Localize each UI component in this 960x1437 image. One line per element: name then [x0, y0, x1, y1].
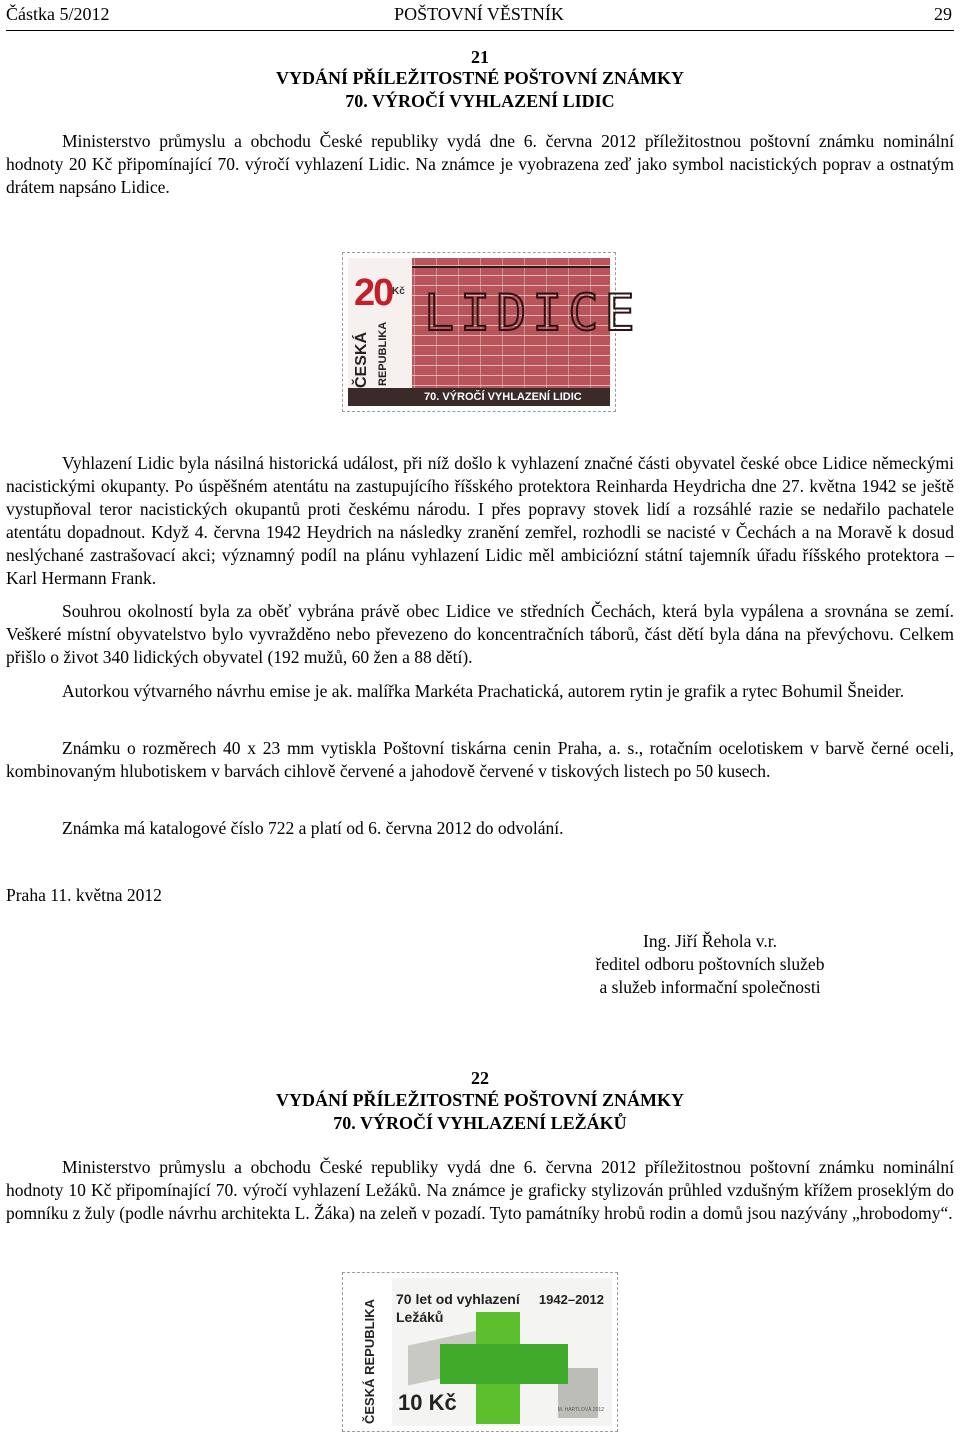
section1-paragraph-5-text: Známka má katalogové číslo 722 a platí od 6. června 2012 do odvolání.	[62, 818, 564, 838]
stamp-currency: Kč	[392, 286, 405, 297]
stamp-lidice-word: LIDICE	[424, 284, 641, 342]
signature-role-2: a služeb informační společnosti	[599, 977, 821, 997]
stamp-lidice	[342, 252, 641, 412]
section1-paragraph-4-text: Známku o rozměrech 40 x 23 mm vytiskla Poštovní tiskárna cenin Praha, a. s., rotačním ocelotiskem v barvě černé oceli, kombinovaným hlubotiskem v barvách cihlově červené a jahodově červené v tiskových listech po 50 kusech.	[6, 738, 954, 781]
stamp-title-2: Ležáků	[396, 1309, 444, 1325]
section2-title: VYDÁNÍ PŘÍLEŽITOSTNÉ POŠTOVNÍ ZNÁMKY	[276, 1090, 684, 1110]
section1-number: 21	[471, 47, 489, 67]
stamp-designer: M. HARTLOVÁ 2012	[557, 1407, 604, 1413]
section1-paragraph-3-text: Autorkou výtvarného návrhu emise je ak. malířka Markéta Prachatická, autorem rytin je grafik a rytec Bohumil Šneider.	[62, 681, 905, 701]
header-issue: Částka 5/2012	[6, 3, 110, 24]
stamp-country: ČESKÁ REPUBLIKA	[362, 1299, 377, 1424]
signature-name: Ing. Jiří Řehola v.r.	[643, 931, 777, 951]
stamp-lezaky	[342, 1272, 618, 1432]
stamp-banner: 70. VÝROČÍ VYHLAZENÍ LIDIC	[348, 388, 610, 406]
section1-paragraph-2-text: Souhrou okolností byla za oběť vybrána právě obec Lidice ve středních Čechách, která byla vypálena a srovnána se zemí. Veškeré místní obyvatelstvo bylo vyvražděno nebo převezeno do koncentračních táborů, část dětí byla dána na převýchovu. Celkem přišlo o život 340 lidických obyvatel (192 mužů, 60 žen a 88 dětí).	[6, 601, 954, 667]
section1-paragraph-3	[6, 680, 954, 703]
place-date: Praha 11. května 2012	[6, 885, 162, 905]
section1-subtitle: 70. VÝROČÍ VYHLAZENÍ LIDIC	[345, 91, 615, 111]
section2-intro	[6, 1156, 954, 1225]
section2-subtitle: 70. VÝROČÍ VYHLAZENÍ LEŽÁKŮ	[333, 1113, 627, 1133]
stamp-cross-horizontal	[440, 1344, 568, 1384]
section1-paragraph-4	[6, 737, 954, 783]
section1-paragraph-1-text: Vyhlazení Lidic byla násilná historická událost, při níž došlo k vyhlazení značné části obyvatel české obce Lidice německými nacistickými okupanty. Po úspěšném atentátu na zastupujícího říšského protektora Reinharda Heydricha dne 27. května 1942 se ještě vystupňoval teror nacistických okupantů proti českému národu. I přes popravy stovek lidí a rozsáhlé razie se nedařilo pachatele atentátu dopadnout. Když 4. června 1942 Heydrich na následky zranění zemřel, rozhodli se nacisté v Čechách a na Moravě k dosud neslýchané zastrašovací akci; významný podíl na plánu vyhlazení Lidic měl ambiciózní státní tajemník úřadu říšského protektora – Karl Hermann Frank.	[6, 453, 954, 588]
stamp-years: 1942–2012	[538, 1292, 604, 1307]
signature-role-1: ředitel odboru poštovních služeb	[595, 954, 825, 974]
stamp-value: 20	[354, 272, 393, 314]
section1-intro-text: Ministerstvo průmyslu a obchodu České republiky vydá dne 6. června 2012 příležitostnou poštovní známku nominální hodnoty 20 Kč připomínající 70. výročí vyhlazení Lidic. Na známce je vyobrazena zeď jako symbol nacistických poprav a ostnatým drátem napsáno Lidice.	[6, 131, 954, 197]
stamp-value: 10 Kč	[398, 1390, 457, 1415]
section1-paragraph-1	[6, 452, 954, 590]
section1-paragraph-2	[6, 600, 954, 669]
stamp-title-1: 70 let od vyhlazení	[396, 1291, 520, 1307]
stamp-country: ČESKÁ	[353, 331, 370, 388]
header-journal-title: POŠTOVNÍ VĚSTNÍK	[394, 3, 564, 24]
section1-intro	[6, 130, 954, 199]
section2-intro-text: Ministerstvo průmyslu a obchodu České republiky vydá dne 6. června 2012 příležitostnou poštovní známku nominální hodnoty 10 Kč připomínající 70. výročí vyhlazení Ležáků. Na známce je graficky stylizován průhled vzdušným křížem proseklým do pomníku z žuly (podle návrhu architekta L. Žáka) na zeleň v pozadí. Tyto památníky hrobů rodin a domů jsou nazývány „hrobodomy“.	[6, 1157, 954, 1223]
barbed-wire	[412, 266, 610, 272]
section1-paragraph-5	[6, 817, 954, 840]
section1-title: VYDÁNÍ PŘÍLEŽITOSTNÉ POŠTOVNÍ ZNÁMKY	[276, 68, 684, 88]
section2-number: 22	[471, 1068, 489, 1088]
stamp-country-2: REPUBLIKA	[377, 321, 389, 386]
signature-block	[520, 930, 900, 999]
header-divider	[6, 30, 954, 31]
header-page-number: 29	[934, 3, 952, 24]
